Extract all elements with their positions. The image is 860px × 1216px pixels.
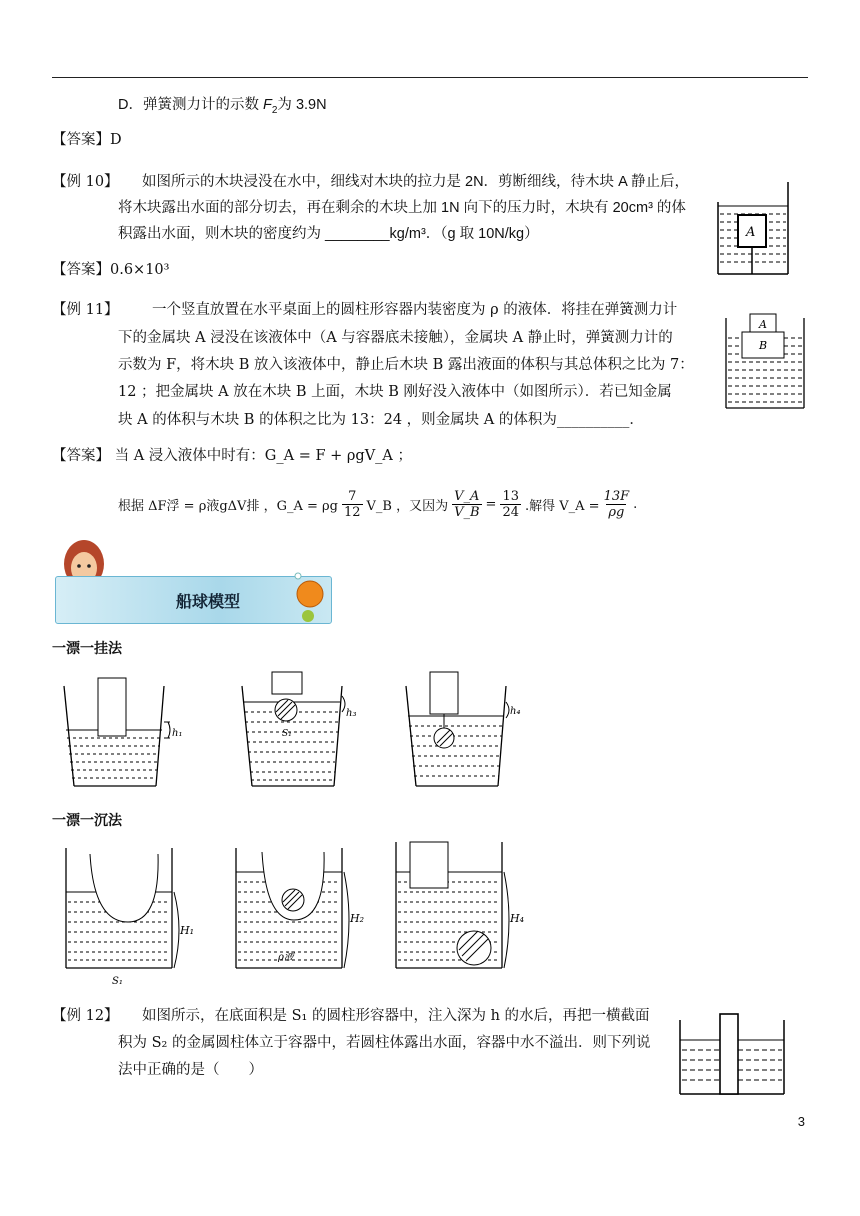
svg-text:B: B xyxy=(759,339,768,352)
svg-text:H₂: H₂ xyxy=(350,912,365,925)
svg-text:ρ液: ρ液 xyxy=(278,952,294,963)
block-a-label: A xyxy=(746,225,756,240)
subheading-float-sink: 一漂一沉法 xyxy=(52,813,122,829)
example-11-line5: 块 A 的体积与木块 B 的体积之比为 13：24 ，则金属块 A 的体积为__________． xyxy=(118,412,644,428)
example-11-tag: 【例 11】 xyxy=(52,302,119,318)
example-10-line3: 积露出水面，则木块的密度约为 ________kg/m³．（g 取 10N/kg） xyxy=(118,226,539,242)
example-10-figure xyxy=(712,182,796,278)
svg-text:h₃: h₃ xyxy=(346,708,357,719)
example-11-figure xyxy=(722,308,812,412)
example-11-line4: 12 ；把金属块 A 放在木块 B 上面，木块 B 刚好没入液体中（如图所示）．若已知金属 xyxy=(118,384,672,400)
answer-11-line2: 根据 ΔF浮 = ρ液gΔV排 ，G_A = ρg 7 12 V_B ，又因为 $\frac{V\_A}{V\_B}$ = $\frac{13}{24}$ .解得 V_A = $\frac{13F}{\rho g}$ . xyxy=(118,488,638,520)
example-10-tag: 【例 10】 xyxy=(52,174,119,190)
svg-text:S₁: S₁ xyxy=(112,976,123,987)
page-number: 3 xyxy=(797,1114,805,1129)
example-12-line1: 如图所示，在底面积是 S₁ 的圆柱形容器中，注入深为 h 的水后，再把一横截面 xyxy=(142,1008,650,1024)
svg-text:h₄: h₄ xyxy=(510,706,521,717)
svg-text:S₁: S₁ xyxy=(282,729,292,739)
float-sink-figures xyxy=(52,842,542,990)
answer-11-line1: 【答案】 当 A 浸入液体中时有：G_A = F + ρgV_A ； xyxy=(52,448,413,464)
section-title: 船球模型 xyxy=(176,592,241,611)
example-12-tag: 【例 12】 xyxy=(52,1008,119,1024)
example-10-line2: 将木块露出水面的部分切去，再在剩余的木块上加 1N 向下的压力时，木块有 20cm³ 的体 xyxy=(118,200,686,216)
example-12-line3: 法中正确的是（ ） xyxy=(118,1062,263,1078)
subheading-float-hang: 一漂一挂法 xyxy=(52,641,122,657)
answer-10: 【答案】0.6×10³ xyxy=(52,262,170,278)
svg-text:H₄: H₄ xyxy=(510,912,525,925)
example-10-line1: 如图所示的木块浸没在水中，细线对木块的拉力是 2N．剪断细线，待木块 A 静止后， xyxy=(142,174,689,190)
ornament-icon xyxy=(290,566,334,624)
svg-text:A: A xyxy=(759,318,767,331)
example-12-figure xyxy=(676,1010,790,1098)
example-11-line2: 下的金属块 A 浸没在该液体中（A 与容器底未接触），金属块 A 静止时，弹簧测力计的 xyxy=(118,330,673,346)
answer-9: 【答案】D xyxy=(52,132,122,148)
float-hang-figures xyxy=(52,672,521,794)
example-12-line2: 积为 S₂ 的金属圆柱体立于容器中，若圆柱体露出水面，容器中水不溢出．则下列说 xyxy=(118,1035,651,1051)
example-11-line3: 示数为 F，将木块 B 放入该液体中，静止后木块 B 露出液面的体积与其总体积之比为 7： xyxy=(118,357,694,373)
svg-text:H₁: H₁ xyxy=(180,924,195,937)
option-d: D．弹簧测力计的示数 $F_2$为 3.9N xyxy=(118,97,327,116)
example-11-line1: 一个竖直放置在水平桌面上的圆柱形容器内装密度为 ρ 的液体．将挂在弹簧测力计 xyxy=(152,302,678,318)
svg-text:h₁: h₁ xyxy=(172,728,183,739)
header-rule xyxy=(52,77,808,78)
